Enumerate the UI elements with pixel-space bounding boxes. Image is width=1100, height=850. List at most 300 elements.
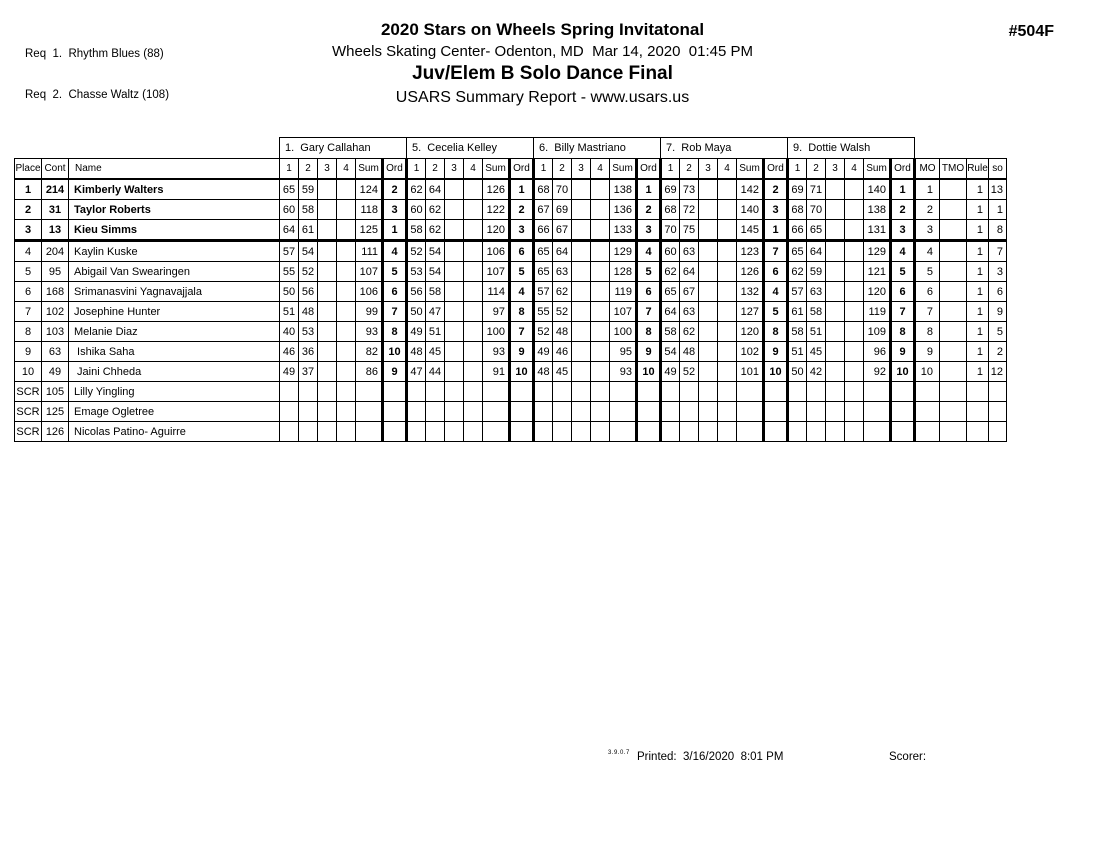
col-header-3: 3 [572,159,591,180]
score-cell: 60 [407,200,426,220]
score-cell [299,402,318,422]
score-cell [445,241,464,262]
score-cell [845,402,864,422]
col-header-3: 3 [826,159,845,180]
skater-name-cell: Kimberly Walters [69,179,280,200]
score-cell [445,362,464,382]
event-title: Juv/Elem B Solo Dance Final [412,63,673,84]
ordinal-cell: 9 [637,342,661,362]
score-cell [699,342,718,362]
score-cell: 75 [680,220,699,241]
sum-cell [610,402,637,422]
ordinal-cell: 10 [383,342,407,362]
score-cell: 48 [299,302,318,322]
score-cell: 65 [534,241,553,262]
col-header-ord: Ord [383,159,407,180]
score-cell [464,200,483,220]
place-cell: 7 [15,302,42,322]
ordinal-cell: 8 [510,302,534,322]
contestant-number-cell: 13 [42,220,69,241]
so-cell: 5 [989,322,1007,342]
score-cell [718,362,737,382]
ordinal-cell [637,402,661,422]
score-cell: 49 [407,322,426,342]
score-cell: 49 [280,362,299,382]
ordinal-cell [891,402,915,422]
sum-cell: 93 [356,322,383,342]
col-header-1: 1 [280,159,299,180]
so-cell: 3 [989,262,1007,282]
score-cell: 63 [553,262,572,282]
col-header-sum: Sum [483,159,510,180]
score-cell [337,241,356,262]
rule-cell: 1 [967,302,989,322]
sum-cell: 127 [737,302,764,322]
score-cell [464,402,483,422]
score-cell: 60 [661,241,680,262]
score-cell: 70 [553,179,572,200]
score-cell [807,422,826,442]
score-cell [680,422,699,442]
majority-ordinal-cell: 8 [915,322,940,342]
score-cell [845,382,864,402]
score-cell [718,302,737,322]
score-cell: 54 [299,241,318,262]
score-cell [299,382,318,402]
sum-cell: 138 [864,200,891,220]
score-cell [788,422,807,442]
contestant-number-cell: 204 [42,241,69,262]
score-cell: 62 [426,200,445,220]
score-cell: 57 [534,282,553,302]
contestant-number-cell: 63 [42,342,69,362]
ordinal-cell: 5 [764,302,788,322]
score-cell [591,179,610,200]
score-cell: 42 [807,362,826,382]
score-cell [845,342,864,362]
col-header-3: 3 [318,159,337,180]
sum-cell [737,382,764,402]
score-cell [553,402,572,422]
majority-ordinal-cell: 4 [915,241,940,262]
score-cell [572,402,591,422]
score-cell [826,282,845,302]
score-cell [591,362,610,382]
score-cell: 63 [680,241,699,262]
score-cell: 64 [680,262,699,282]
so-cell: 7 [989,241,1007,262]
ordinal-cell: 8 [764,322,788,342]
score-cell [845,362,864,382]
score-cell [572,282,591,302]
score-cell [699,241,718,262]
sum-cell [483,402,510,422]
ordinal-cell: 6 [510,241,534,262]
score-cell [699,200,718,220]
sum-cell: 138 [610,179,637,200]
contestant-number-cell: 105 [42,382,69,402]
score-cell [318,382,337,402]
rule-cell: 1 [967,282,989,302]
sum-cell: 102 [737,342,764,362]
so-cell: 9 [989,302,1007,322]
so-cell: 2 [989,342,1007,362]
skater-name-cell: Srimanasvini Yagnavajjala [69,282,280,302]
score-cell [572,422,591,442]
score-cell [445,302,464,322]
score-cell [718,382,737,402]
col-header-name: Name [69,159,280,180]
sum-cell: 124 [356,179,383,200]
sum-cell: 109 [864,322,891,342]
skater-name-cell: Melanie Diaz [69,322,280,342]
col-header-ord: Ord [510,159,534,180]
sum-cell: 95 [610,342,637,362]
score-cell [699,262,718,282]
score-cell [534,402,553,422]
score-cell: 58 [426,282,445,302]
score-cell [572,322,591,342]
score-cell: 50 [788,362,807,382]
sum-cell: 111 [356,241,383,262]
score-cell [318,422,337,442]
score-cell: 57 [280,241,299,262]
rule-cell: 1 [967,342,989,362]
score-cell [318,179,337,200]
col-header-ord: Ord [764,159,788,180]
sum-cell: 97 [483,302,510,322]
col-header-4: 4 [718,159,737,180]
sum-cell [356,382,383,402]
col-header-rule: Rule [967,159,989,180]
sum-cell: 129 [610,241,637,262]
judge-header-row [15,138,1007,159]
sum-cell [356,402,383,422]
ordinal-cell: 6 [383,282,407,302]
score-cell [464,382,483,402]
ordinal-cell: 3 [383,200,407,220]
score-cell [426,402,445,422]
place-cell: 9 [15,342,42,362]
judge-header-5: 9. Dottie Walsh [788,138,915,159]
score-cell [318,322,337,342]
col-header-3: 3 [699,159,718,180]
score-cell: 68 [661,200,680,220]
skater-name-cell: Jaini Chheda [69,362,280,382]
col-header-so: so [989,159,1007,180]
skater-name-cell: Nicolas Patino- Aguirre [69,422,280,442]
ordinal-cell [891,422,915,442]
score-cell [826,382,845,402]
score-cell [426,422,445,442]
place-cell: 4 [15,241,42,262]
ordinal-cell: 4 [637,241,661,262]
score-cell [718,200,737,220]
so-cell: 12 [989,362,1007,382]
score-cell [464,179,483,200]
col-header-3: 3 [445,159,464,180]
col-header-sum: Sum [864,159,891,180]
score-cell: 61 [299,220,318,241]
score-cell [718,262,737,282]
score-cell [699,282,718,302]
score-cell [572,302,591,322]
place-cell: SCR [15,422,42,442]
ordinal-cell: 7 [637,302,661,322]
score-cell [680,402,699,422]
sum-cell: 107 [483,262,510,282]
score-cell [572,200,591,220]
sum-cell: 107 [610,302,637,322]
col-header-mo: MO [915,159,940,180]
score-cell: 62 [680,322,699,342]
majority-ordinal-cell: 1 [915,179,940,200]
sum-cell [737,402,764,422]
score-cell [826,241,845,262]
majority-ordinal-cell: 3 [915,220,940,241]
sum-cell: 86 [356,362,383,382]
ordinal-cell: 3 [510,220,534,241]
score-cell [591,402,610,422]
tmo-cell [940,200,967,220]
score-cell [845,422,864,442]
score-cell [572,220,591,241]
table-row [15,282,1007,302]
judge-header-3: 6. Billy Mastriano [534,138,661,159]
table-row [15,422,1007,442]
score-cell [464,220,483,241]
score-cell: 63 [807,282,826,302]
req-dance-1: Req 1. Rhythm Blues (88) [25,48,164,60]
ordinal-cell [764,402,788,422]
ordinal-cell: 10 [764,362,788,382]
score-cell [464,241,483,262]
score-cell: 64 [807,241,826,262]
score-cell [534,382,553,402]
so-cell: 8 [989,220,1007,241]
ordinal-cell [510,382,534,402]
score-cell: 71 [807,179,826,200]
col-header-2: 2 [553,159,572,180]
so-cell: 1 [989,200,1007,220]
score-cell [572,179,591,200]
sum-cell: 119 [864,302,891,322]
contestant-number-cell: 49 [42,362,69,382]
tmo-cell [940,179,967,200]
contestant-number-cell: 95 [42,262,69,282]
score-cell: 52 [680,362,699,382]
score-cell [591,262,610,282]
rule-cell: 1 [967,220,989,241]
score-cell [318,402,337,422]
score-cell [318,302,337,322]
col-header-4: 4 [845,159,864,180]
score-cell [661,382,680,402]
skater-name-cell: Taylor Roberts [69,200,280,220]
sum-cell: 114 [483,282,510,302]
col-header-1: 1 [661,159,680,180]
score-cell: 62 [661,262,680,282]
score-cell: 61 [788,302,807,322]
score-cell: 66 [788,220,807,241]
contestant-number-cell: 168 [42,282,69,302]
score-cell: 51 [807,322,826,342]
contestant-number-cell: 103 [42,322,69,342]
sum-cell [483,422,510,442]
sum-cell: 100 [483,322,510,342]
score-cell [445,220,464,241]
sum-cell: 136 [610,200,637,220]
score-cell [718,282,737,302]
score-cell [299,422,318,442]
col-header-1: 1 [788,159,807,180]
ordinal-cell: 10 [891,362,915,382]
score-cell: 62 [788,262,807,282]
score-cell: 62 [407,179,426,200]
score-cell [318,220,337,241]
score-cell [699,179,718,200]
score-cell [572,262,591,282]
score-cell: 64 [426,179,445,200]
tmo-cell [940,422,967,442]
score-cell: 57 [788,282,807,302]
ordinal-cell: 10 [510,362,534,382]
score-cell [699,322,718,342]
score-cell [553,382,572,402]
tmo-cell [940,241,967,262]
score-cell: 49 [534,342,553,362]
score-cell [699,422,718,442]
ordinal-cell: 5 [637,262,661,282]
ordinal-cell: 2 [637,200,661,220]
score-cell [826,262,845,282]
score-cell [280,402,299,422]
score-cell: 65 [280,179,299,200]
so-cell [989,402,1007,422]
score-cell: 36 [299,342,318,362]
score-cell [826,342,845,362]
score-cell: 67 [534,200,553,220]
sum-cell: 99 [356,302,383,322]
score-cell [337,262,356,282]
tmo-cell [940,322,967,342]
ordinal-cell: 7 [764,241,788,262]
score-cell: 64 [553,241,572,262]
score-cell [699,220,718,241]
score-cell [718,179,737,200]
so-cell [989,422,1007,442]
score-cell [337,342,356,362]
score-cell [337,382,356,402]
score-cell: 53 [407,262,426,282]
score-cell [572,382,591,402]
tmo-cell [940,220,967,241]
score-cell [337,362,356,382]
score-cell [445,200,464,220]
ordinal-cell: 2 [510,200,534,220]
ordinal-cell: 10 [637,362,661,382]
score-cell: 67 [553,220,572,241]
col-header-4: 4 [591,159,610,180]
place-cell: SCR [15,382,42,402]
score-cell [591,342,610,362]
col-header-place: Place [15,159,42,180]
ordinal-cell: 7 [891,302,915,322]
table-row [15,342,1007,362]
sum-cell [864,402,891,422]
contestant-number-cell: 102 [42,302,69,322]
col-header-tmo: TMO [940,159,967,180]
majority-ordinal-cell: 10 [915,362,940,382]
score-cell: 58 [407,220,426,241]
sum-cell: 82 [356,342,383,362]
contestant-number-cell: 214 [42,179,69,200]
score-cell: 64 [661,302,680,322]
score-cell: 48 [553,322,572,342]
score-cell: 47 [426,302,445,322]
rule-cell [967,382,989,402]
sum-cell [737,422,764,442]
score-cell [699,302,718,322]
score-cell [845,302,864,322]
ordinal-cell: 4 [891,241,915,262]
score-cell: 48 [680,342,699,362]
table-row [15,302,1007,322]
sum-cell [864,382,891,402]
score-cell [464,422,483,442]
score-cell: 70 [807,200,826,220]
sum-cell: 131 [864,220,891,241]
ordinal-cell: 5 [891,262,915,282]
ordinal-cell: 8 [637,322,661,342]
ordinal-cell [383,382,407,402]
ordinal-cell: 3 [637,220,661,241]
ordinal-cell: 5 [510,262,534,282]
ordinal-cell: 4 [510,282,534,302]
score-cell: 69 [553,200,572,220]
score-cell [718,402,737,422]
rule-cell: 1 [967,200,989,220]
score-cell [337,282,356,302]
sum-cell: 106 [356,282,383,302]
score-cell [845,200,864,220]
contestant-number-cell: 31 [42,200,69,220]
score-cell [826,302,845,322]
score-cell [464,302,483,322]
sum-cell: 133 [610,220,637,241]
score-cell [826,422,845,442]
sum-cell: 140 [737,200,764,220]
col-header-sum: Sum [737,159,764,180]
score-cell: 54 [661,342,680,362]
sum-cell [610,422,637,442]
score-cell: 46 [553,342,572,362]
score-cell: 69 [661,179,680,200]
sum-cell [864,422,891,442]
ordinal-cell: 1 [383,220,407,241]
place-cell: 1 [15,179,42,200]
ordinal-cell: 9 [891,342,915,362]
results-table-body [15,179,1007,442]
ordinal-cell: 1 [637,179,661,200]
scorer-label: Scorer: [889,751,927,763]
col-header-cont: Cont [42,159,69,180]
sum-cell: 142 [737,179,764,200]
score-cell: 56 [407,282,426,302]
score-cell: 45 [553,362,572,382]
score-cell: 63 [680,302,699,322]
sum-cell: 118 [356,200,383,220]
